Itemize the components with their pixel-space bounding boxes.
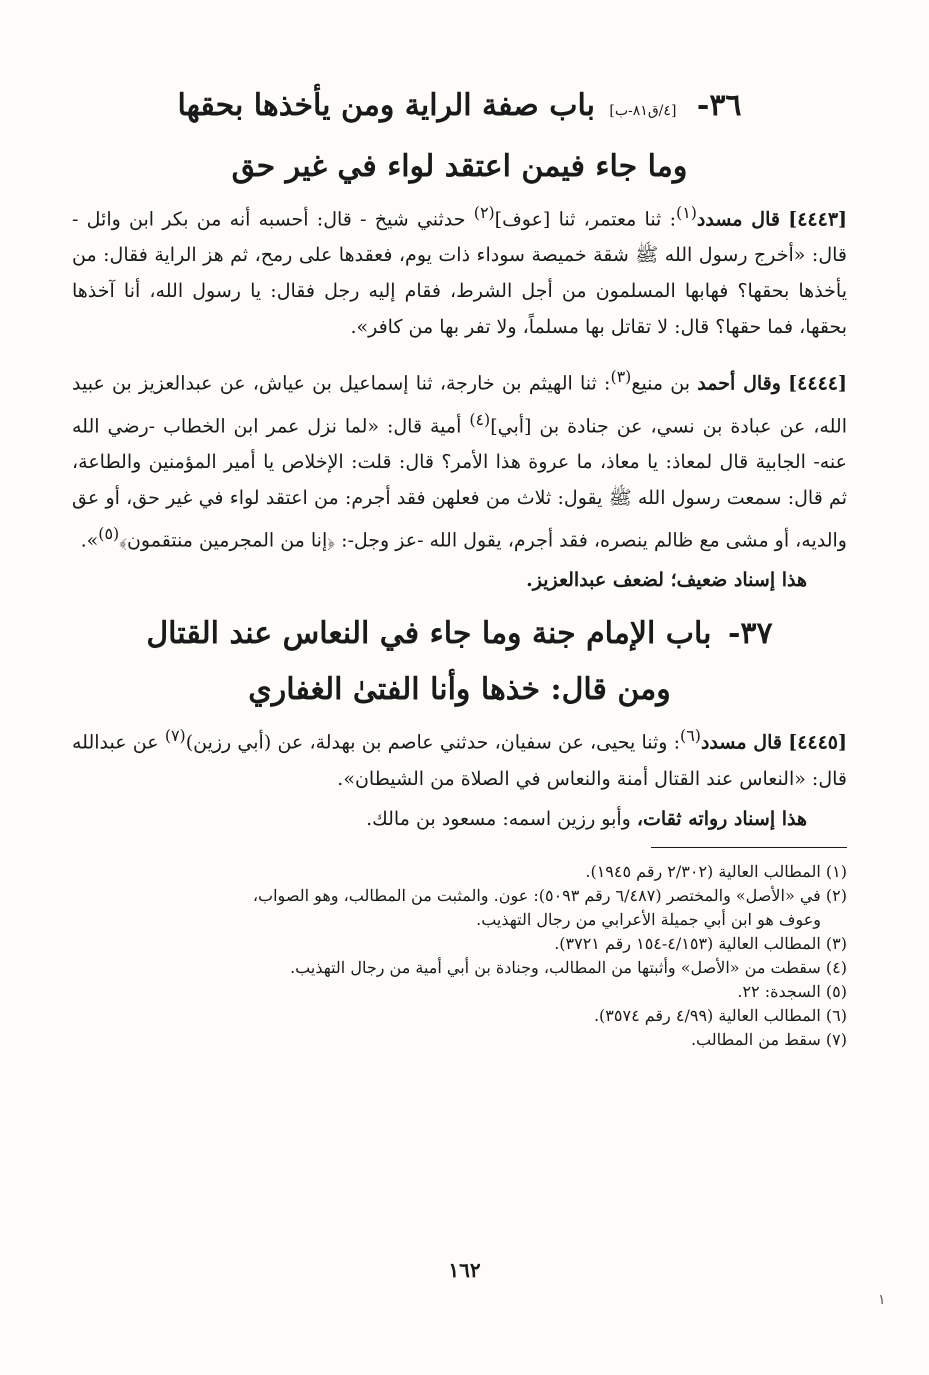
footnote-ref-6: (٦)	[680, 726, 701, 746]
hadith-4445-text1: : وثنا يحيى، عن سفيان، حدثني عاصم بن بهدلة، عن (أبي رزين)	[185, 731, 681, 754]
hadith-4443-id: [٤٤٤٣]	[788, 208, 848, 231]
chapter-37-title-line2: ومن قال: خذها وأنا الفتىٰ الغفاري	[248, 672, 671, 708]
hadith-4445-text2: عن عبدالله قال: «النعاس عند القتال أمنة والنعاس في الصلاة من الشيطان».	[72, 731, 847, 790]
footnote-2	[72, 884, 847, 932]
chapter-37-title-line1: باب الإمام جنة وما جاء في النعاس عند القتال	[146, 616, 712, 652]
chapter-36-number: ٣٦-	[696, 88, 742, 123]
hadith-4444-text3: ».	[80, 529, 99, 552]
chapter-37-title	[72, 606, 847, 662]
hadith-4443-text1: : ثنا معتمر، ثنا [عوف]	[494, 208, 676, 231]
verdict-4445-rest: وأبو رزين اسمه: مسعود بن مالك.	[366, 807, 637, 830]
hadith-4444-id: [٤٤٤٤]	[788, 372, 847, 395]
chapter-36-title-line1: باب صفة الراية ومن يأخذها بحقها	[177, 88, 595, 123]
footnote-number: (٧)	[825, 1029, 847, 1049]
verdict-4444-text: هذا إسناد ضعيف؛ لضعف عبدالعزيز.	[526, 569, 807, 592]
footnotes	[72, 860, 847, 1052]
footnote-text: السجدة: ٢٢.	[737, 981, 821, 1001]
footnote-text: المطالب العالية (٤/٩٩ رقم ٣٥٧٤).	[593, 1005, 821, 1025]
footnote-ref-4: (٤)	[469, 409, 491, 429]
hadith-4445-id: [٤٤٤٥]	[788, 731, 848, 754]
hadith-4443	[72, 195, 847, 345]
chapter-36-title-line2: وما جاء فيمن اعتقد لواء في غير حق	[231, 149, 688, 184]
footnote-number: (٥)	[825, 981, 847, 1001]
footnote-ref-1: (١)	[676, 203, 697, 222]
hadith-4444-text2: أمية قال: «لما نزل عمر ابن الخطاب -رضي الله عنه- الجابية قال لمعاذ: يا معاذ، ما عروة هذا الأمر؟ قال: قلت: الإخلاص يا أمير المؤمنين والطاعة، ثم قال: سمعت رسول الله ﷺ يقول: ثلاث من فعلهن فقد أجرم: من اعتقد لواء في غير حق، أو عق والديه، أو مشى مع ظالم ينصره، فقد أجرم، يقول الله -عز وجل-: ﴿إنا من المجرمين منتقمون﴾	[72, 414, 847, 552]
footnote-5	[72, 980, 847, 1004]
hadith-4445-narrator: قال مسدد	[700, 731, 782, 754]
footnote-ref-5: (٥)	[98, 523, 120, 543]
footnote-ref-3: (٣)	[610, 367, 632, 387]
chapter-37-number: ٣٧-	[727, 616, 773, 652]
verdict-4445	[72, 801, 847, 837]
footnote-text: سقط من المطالب.	[690, 1029, 821, 1049]
footnote-text: سقطت من «الأصل» وأثبتها من المطالب، وجنادة بن أبي أمية من رجال التهذيب.	[290, 957, 821, 977]
footnote-3	[72, 932, 847, 956]
footnote-4	[72, 956, 847, 980]
footnote-number: (٤)	[825, 957, 847, 977]
page-number: ١٦٢	[448, 1258, 481, 1282]
chapter-36-manuscript-ref: [٤/ق٨١-ب]	[609, 103, 677, 119]
footnote-text: المطالب العالية (٢/٣٠٢ رقم ١٩٤٥).	[585, 861, 821, 881]
verdict-4445-bold: هذا إسناد رواته ثقات،	[636, 807, 807, 830]
footnote-1	[72, 860, 847, 884]
footnote-number: (٢)	[825, 885, 847, 905]
hadith-4444-text0: بن منيع	[631, 372, 698, 395]
chapter-36-title	[72, 78, 847, 139]
footnote-text: في «الأصل» والمختصر (٦/٤٨٧ رقم ٥٠٩٣): عون. والمثبت من المطالب، وهو الصواب،	[252, 885, 821, 905]
hadith-4445	[72, 718, 847, 796]
margin-mark: ١	[878, 1292, 886, 1308]
hadith-4444-text1: : ثنا الهيثم بن خارجة، ثنا إسماعيل بن عياش، عن عبدالعزيز بن عبيد الله، عن عبادة بن نسي، عن جنادة بن [أبي]	[72, 372, 847, 437]
hadith-4444	[72, 359, 847, 558]
footnote-ref-7: (٧)	[164, 726, 186, 746]
footnote-6	[72, 1004, 847, 1028]
book-page	[72, 78, 847, 1052]
hadith-4443-text2: حدثني شيخ - قال: أحسبه أنه من بكر ابن وائل - قال: «أخرج رسول الله ﷺ شقة خميصة سوداء ذات يوم، فعقدها على رمح، ثم هز الراية فقال: من يأخذها بحقها؟ فهابها المسلمون من أجل الشرط، فقام إليه رجل فقال: يا رسول الله، أنا آخذها بحقها، فما حقها؟ قال: لا تقاتل بها مسلماً، ولا تفر بها من كافر».	[72, 208, 847, 339]
footnote-text: المطالب العالية (٤/١٥٣-١٥٤ رقم ٣٧٢١).	[554, 933, 821, 953]
verdict-4444	[72, 562, 847, 598]
hadith-4443-narrator: قال مسدد	[696, 208, 780, 231]
footnote-ref-2: (٢)	[473, 203, 495, 222]
footnote-7	[72, 1028, 847, 1052]
footnote-number: (٦)	[825, 1005, 847, 1025]
footnote-number: (١)	[825, 861, 847, 881]
footnote-divider	[651, 847, 847, 848]
hadith-4444-narrator: وقال أحمد	[697, 372, 781, 395]
footnote-2-continuation: وعوف هو ابن أبي جميلة الأعرابي من رجال التهذيب.	[476, 909, 821, 929]
footnote-number: (٣)	[825, 933, 847, 953]
